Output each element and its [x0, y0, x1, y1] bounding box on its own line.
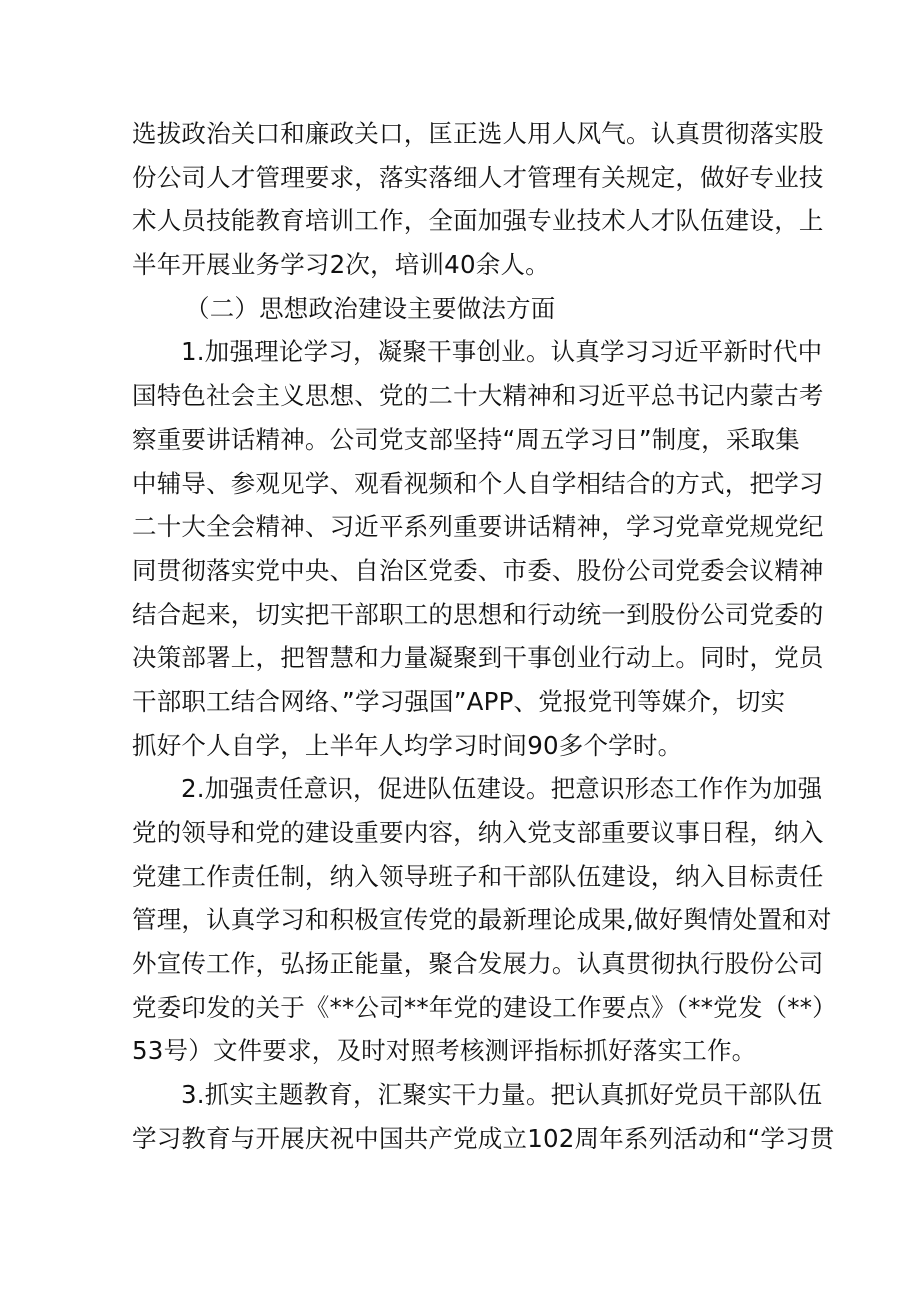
text-line-9: 中辅导、参观见学、观看视频和个人自学相结合的方式，把学习 — [132, 468, 824, 498]
text-line-19: 管理，认真学习和积极宣传党的最新理论成果,做好舆情处置和对 — [132, 905, 832, 935]
text-line-24: 学习教育与开展庆祝中国共产党成立102周年系列活动和“学习贯 — [132, 1123, 835, 1153]
text-line-18: 党建工作责任制，纳入领导班子和干部队伍建设，纳入目标责任 — [132, 861, 824, 891]
paragraph-1-start: 1.加强理论学习，凝聚干事创业。认真学习习近平新时代中 — [181, 337, 823, 367]
text-line-17: 党的领导和党的建设重要内容，纳入党支部重要议事日程，纳入 — [132, 818, 824, 847]
text-line-14: 干部职工结合网络、”学习强国”APP、党报党刊等媒介，切实 — [132, 686, 786, 716]
text-line-13: 决策部署上，把智慧和力量凝聚到干事创业行动上。同时，党员 — [132, 643, 824, 673]
text-line-11: 同贯彻落实党中央、自治区党委、市委、股份公司党委会议精神 — [132, 555, 824, 585]
text-line-20: 外宣传工作，弘扬正能量，聚合发展力。认真贯彻执行股份公司 — [132, 949, 824, 979]
text-line-15: 抓好个人自学，上半年人均学习时间90多个学时。 — [132, 730, 683, 760]
text-line-8: 察重要讲话精神。公司党支部坚持“周五学习日”制度，采取集 — [132, 424, 800, 454]
text-line-1: 选拔政治关口和廉政关口，匡正选人用人风气。认真贯彻落实股 — [132, 119, 824, 148]
paragraph-2-start: 2.加强责任意识，促进队伍建设。把意识形态工作作为加强 — [181, 774, 823, 804]
text-line-2: 份公司人才管理要求，落实落细人才管理有关规定，做好专业技 — [132, 162, 824, 192]
text-line-22: 53号）文件要求，及时对照考核测评指标抓好落实工作。 — [132, 1036, 757, 1066]
text-line-12: 结合起来，切实把干部职工的思想和行动统一到股份公司党委的 — [132, 599, 824, 629]
text-line-21: 党委印发的关于《**公司**年党的建设工作要点》（**党发（**） — [132, 992, 837, 1022]
document-page — [132, 112, 837, 1161]
text-line-7: 国特色社会主义思想、党的二十大精神和习近平总书记内蒙古考 — [132, 381, 824, 411]
text-line-10: 二十大全会精神、习近平系列重要讲话精神，学习党章党规党纪 — [132, 512, 824, 542]
text-line-4: 半年开展业务学习2次，培训40余人。 — [132, 250, 550, 280]
text-line-3: 术人员技能教育培训工作，全面加强专业技术人才队伍建设，上 — [132, 206, 824, 236]
paragraph-3-start: 3.抓实主题教育，汇聚实干力量。把认真抓好党员干部队伍 — [181, 1080, 823, 1110]
section-heading: （二）思想政治建设主要做法方面 — [185, 293, 556, 323]
